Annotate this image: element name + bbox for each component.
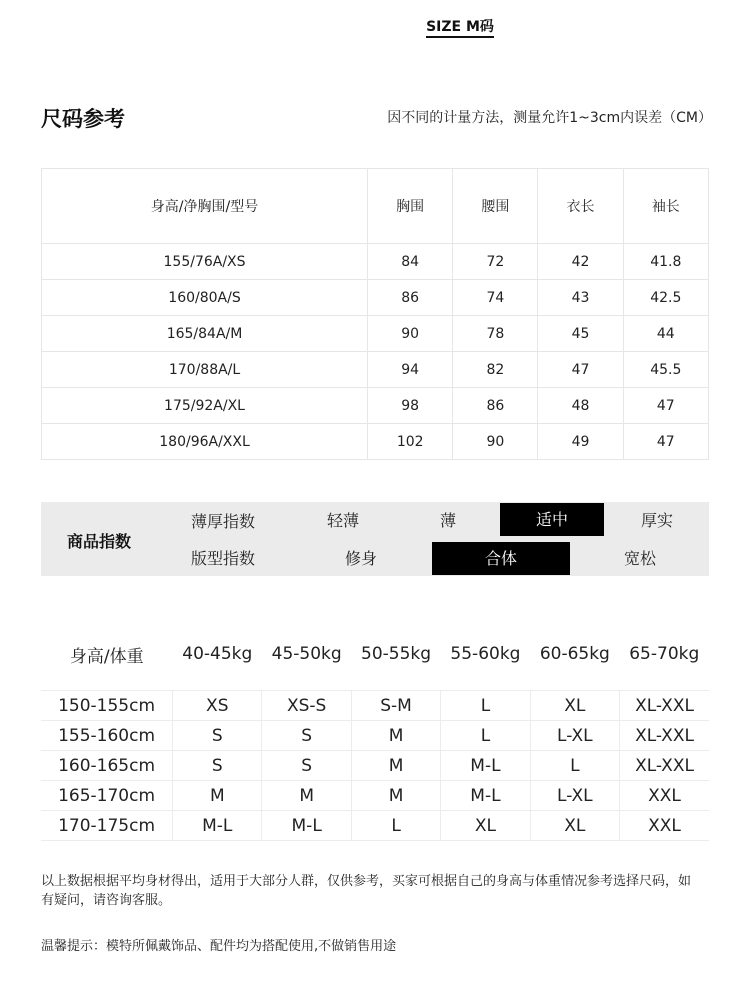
table-spacer [41, 674, 709, 691]
fit-option-regular-selected: 合体 [432, 542, 570, 575]
table-cell: 42 [538, 244, 623, 280]
table-cell: M [351, 781, 440, 811]
header-cell: 身高/净胸围/型号 [42, 169, 368, 244]
table-header-row [42, 169, 709, 244]
table-cell: S [173, 721, 262, 751]
table-cell: 175/92A/XL [42, 388, 368, 424]
header-cell: 衣长 [538, 169, 623, 244]
table-cell: 47 [623, 424, 708, 460]
table-cell: XS [173, 691, 262, 721]
size-tag-text: SIZE M码 [426, 19, 494, 38]
table-cell: XL-XXL [620, 751, 709, 781]
warm-tip: 温馨提示：模特所佩戴饰品、配件均为搭配使用,不做销售用途 [41, 939, 397, 954]
table-cell: M-L [441, 751, 530, 781]
table-cell: 47 [623, 388, 708, 424]
header-cell: 65-70kg [629, 644, 700, 664]
table-cell: 102 [368, 424, 453, 460]
table-cell: 86 [368, 280, 453, 316]
table-cell: 45.5 [623, 352, 708, 388]
measurement-note: 因不同的计量方法，测量允许1~3cm内误差（CM） [387, 110, 712, 126]
data-disclaimer: 以上数据根据平均身材得出，适用于大部分人群，仅供参考，买家可根据自己的身高与体重情况参考选择尺码，如有疑问，请咨询客服。 [41, 874, 692, 908]
table-cell: 78 [453, 316, 538, 352]
table-cell: S [262, 721, 351, 751]
table-cell: 98 [368, 388, 453, 424]
thickness-option-medium-selected: 适中 [500, 503, 604, 536]
header-cell: 胸围 [368, 169, 453, 244]
table-row [42, 388, 709, 424]
table-cell: 180/96A/XXL [42, 424, 368, 460]
table-cell: 165/84A/M [42, 316, 368, 352]
fit-option-slim: 修身 [344, 549, 377, 568]
table-cell: M [262, 781, 351, 811]
table-cell: 90 [453, 424, 538, 460]
table-cell: XXL [620, 811, 709, 841]
table-cell: 44 [623, 316, 708, 352]
header-cell: 60-65kg [539, 644, 610, 664]
fit-option-loose: 宽松 [623, 549, 656, 568]
table-cell: M-L [262, 811, 351, 841]
table-cell: 82 [453, 352, 538, 388]
table-cell: 165-170cm [41, 781, 173, 811]
table-cell: 42.5 [623, 280, 708, 316]
table-cell: XXL [620, 781, 709, 811]
table-cell: S [262, 751, 351, 781]
size-reference-table [41, 168, 709, 460]
table-row [41, 751, 709, 781]
thickness-index-label: 薄厚指数 [190, 512, 255, 531]
table-cell: XL [441, 811, 530, 841]
thickness-option-thick: 厚实 [640, 511, 673, 530]
table-cell: L [530, 751, 619, 781]
table-row [42, 352, 709, 388]
table-row [41, 721, 709, 751]
table-row [41, 811, 709, 841]
table-cell: 84 [368, 244, 453, 280]
thickness-option-thin: 薄 [439, 511, 456, 530]
table-cell: 41.8 [623, 244, 708, 280]
table-row [42, 316, 709, 352]
table-cell: XL-XXL [620, 721, 709, 751]
product-index-panel [41, 502, 709, 576]
table-cell: 150-155cm [41, 691, 173, 721]
table-cell: 45 [538, 316, 623, 352]
table-cell: M [351, 721, 440, 751]
header-cell: 腰围 [453, 169, 538, 244]
table-cell: 72 [453, 244, 538, 280]
table-row [42, 244, 709, 280]
table-cell: 155-160cm [41, 721, 173, 751]
header-cell: 45-50kg [271, 644, 342, 664]
table-row [41, 691, 709, 721]
size-tag [0, 16, 750, 36]
header-cell: 40-45kg [182, 644, 253, 664]
thickness-option-light: 轻薄 [326, 511, 359, 530]
table-cell: 170-175cm [41, 811, 173, 841]
table-cell: L-XL [530, 721, 619, 751]
table-cell: 86 [453, 388, 538, 424]
table-cell: XL-XXL [620, 691, 709, 721]
table-cell: XS-S [262, 691, 351, 721]
table-cell: 90 [368, 316, 453, 352]
table-cell: 43 [538, 280, 623, 316]
table-cell: L [441, 691, 530, 721]
table-cell: 160/80A/S [42, 280, 368, 316]
size-reference-title: 尺码参考 [41, 107, 125, 131]
table-row [41, 781, 709, 811]
table-cell: 170/88A/L [42, 352, 368, 388]
table-cell: 155/76A/XS [42, 244, 368, 280]
table-row [42, 280, 709, 316]
table-cell: M [173, 781, 262, 811]
table-cell: 48 [538, 388, 623, 424]
table-cell: S [173, 751, 262, 781]
header-cell: 身高/体重 [69, 646, 144, 667]
table-cell: 160-165cm [41, 751, 173, 781]
table-cell: S-M [351, 691, 440, 721]
table-cell: M-L [173, 811, 262, 841]
table-cell: 47 [538, 352, 623, 388]
table-cell: XL [530, 811, 619, 841]
table-cell: 94 [368, 352, 453, 388]
fit-index-label: 版型指数 [190, 549, 255, 568]
table-cell: M-L [441, 781, 530, 811]
table-cell: L-XL [530, 781, 619, 811]
header-cell: 50-55kg [361, 644, 432, 664]
product-index-title: 商品指数 [67, 532, 132, 551]
header-cell: 袖长 [623, 169, 708, 244]
table-header-row [41, 634, 709, 674]
table-cell: 49 [538, 424, 623, 460]
table-cell: 74 [453, 280, 538, 316]
table-cell: L [441, 721, 530, 751]
table-cell: M [351, 751, 440, 781]
table-cell: XL [530, 691, 619, 721]
height-weight-table [41, 634, 709, 841]
table-row [42, 424, 709, 460]
table-cell: L [351, 811, 440, 841]
spacer-cell [41, 674, 709, 691]
header-cell: 55-60kg [450, 644, 521, 664]
